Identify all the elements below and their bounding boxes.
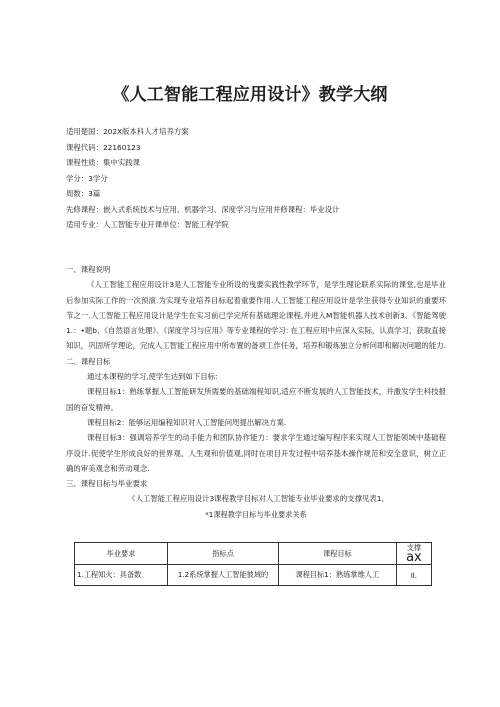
info-line-major: 适用专业：人工智能专业开课单位：智能工程学院 — [66, 220, 229, 229]
header-graduation-requirement: 毕业要求 — [75, 543, 168, 565]
info-line-plan: 适用楚国：202X版本科人才培养方案 — [66, 127, 189, 136]
info-line-prerequisites: 先修课程：嵌入式系统技术与应用、机器学习、深度学习与应用并修课程：毕业设计 — [66, 204, 340, 214]
info-line-weeks: 周数：3篇 — [66, 189, 101, 198]
info-line-code: 课程代码：22160123 — [66, 142, 141, 152]
course-description-paragraph: 《人工智能工程应用设计3是人工智能专业所设的曳要实践性教学环节，是学生理论联系实际的课堂,也是毕业后参加实际工作的一次预演.为实现专业培养目标起着重要作用.人工智能工程应用设计是学生获得专业知识的重要环节之一.人工智能工程应用设计是学生在实习前已学完所有基础理论课程,并进入M智能机器人技术创新3、《智能驾驶1.：•题b、《自然语言处理》、《深度学习与应用》等专业课程的学习: 在工程应用中应深入实际，认真学习，获取直接知识，巩固所学理论，完成人工智能工程应用中所布置的备项工作任务，培养和锻炼独立分析问即和解决问题的能力.二、课程目标 — [66, 280, 446, 366]
header-support-bottom: ax — [406, 550, 422, 565]
header-indicator: 指标点 — [168, 543, 279, 565]
requirements-table — [74, 542, 432, 586]
table-row — [75, 565, 432, 586]
info-line-credits: 学分：3学分 — [66, 173, 108, 183]
table-caption: *1课程教学目标与毕业要求关系 — [205, 509, 307, 519]
course-goal-1: 课程目标1：熟练掌握人工智能研发所需要的基础端程知识,适应不断发展的人工智能技术，并激发学生科技报国的奋发精神。 — [66, 387, 446, 412]
course-goals-intro: 通过本课程的学习,使学生达到如下目标: — [87, 372, 218, 382]
section-heading-course-description: 一、课程说明 — [66, 265, 111, 274]
header-support — [396, 543, 431, 565]
section-heading-goals-requirements: 三、课程目标与毕业要求 — [66, 479, 148, 489]
course-goal-3: 课程目标3：强调培养学生的动手能力和团队协作能力：要求学生通过编写程序来实现人工智能领域中基础程序设计.促使学生形成良好的世界观、人生观和价值观,同时在项目开发过程中培养基本操作规范和安全意识，树立正确的审美观念和劳动观念. — [66, 433, 446, 473]
header-course-goal: 课程目标 — [278, 543, 396, 565]
course-info-block — [66, 124, 446, 233]
document-title: 《人工智能工程应用设计》教学大纲 — [112, 85, 388, 105]
course-goal-2: 课程目标2：能够运用编程知识对人工智能问咫提出解决方案. — [87, 417, 287, 427]
document-body — [66, 262, 446, 522]
support-table-intro: 《人工智能工程应用设计3课程教学目标对人工智能专业毕业要求的支撑见表1, — [128, 494, 384, 504]
header-support-top: 支撑 — [406, 543, 422, 552]
table-header-row — [75, 543, 432, 565]
info-line-nature: 课程性质：集中实践课 — [66, 158, 140, 167]
cell-support: Il. — [396, 565, 431, 586]
cell-requirement: 1.工程知火：具备数 — [75, 565, 168, 586]
cell-goal: 课程目标1：熟练掌维人工 — [278, 565, 396, 586]
cell-indicator: 1.2系统掌握人工智能彼域的 — [168, 565, 279, 586]
